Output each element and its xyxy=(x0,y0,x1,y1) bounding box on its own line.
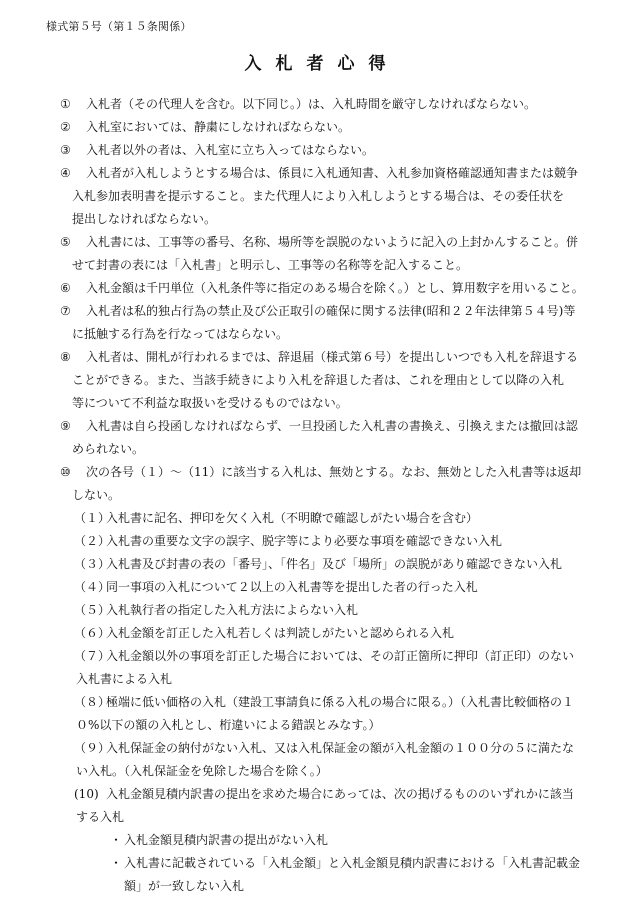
item-number: ⑧ xyxy=(60,350,71,364)
item-text-line: ことができる。また、当該手続きにより入札を辞退した者は、これを理由として以降の入札 xyxy=(72,373,565,387)
sub-item-number: （１） xyxy=(74,511,111,525)
bullet-list xyxy=(60,829,590,898)
sub-item-number: （３） xyxy=(74,557,111,571)
list-item xyxy=(60,346,590,415)
sub-item-text-line: 入札金額を訂正した入札若しくは判読しがたいと認められる入札 xyxy=(106,626,455,640)
item-number: ⑤ xyxy=(60,235,71,249)
item-text-line: に抵触する行為を行なってはならない。 xyxy=(72,327,289,341)
item-text-line: 入札金額は千円単位（入札条件等に指定のある場合を除く。）とし、算用数字を用いること。 xyxy=(86,281,584,295)
item-number: ① xyxy=(60,97,71,111)
item-text-line: 次の各号（１）～（11）に該当する入札は、無効とする。なお、無効とした入札書等は返却 xyxy=(86,465,582,479)
bullet-mark: ・ xyxy=(110,856,123,870)
list-item xyxy=(60,139,590,162)
item-number: ② xyxy=(60,120,71,134)
item-text-line: 入札者以外の者は、入札室に立ち入ってはならない。 xyxy=(86,143,375,157)
item-text-line: 入札者は私的独占行為の禁止及び公正取引の確保に関する法律(昭和２２年法律第５４号)等 xyxy=(86,304,576,318)
item-text-line: 入札者は、開札が行われるまでは、辞退届（様式第６号）を提出しいつでも入札を辞退する xyxy=(86,350,579,364)
item-text-line: 入札室においては、静粛にしなければならない。 xyxy=(86,120,351,134)
bullet-text-line: 額」が一致しない入札 xyxy=(124,879,245,893)
sub-list-item xyxy=(60,737,590,783)
item-text-line: 提出しなければならない。 xyxy=(72,212,217,226)
sub-item-text-line: ０%以下の額の入札とし、桁違いによる錯誤とみなす。） xyxy=(76,718,381,732)
sub-item-text-line: 入札保証金の納付がない入札、又は入札保証金の額が入札金額の１００分の５に満たな xyxy=(106,741,575,755)
sub-item-number: （８） xyxy=(74,695,111,709)
list-item xyxy=(60,461,590,507)
item-text-line: 入札参加表明書を提示すること。また代理人により入札しようとする場合は、その委任状を xyxy=(72,189,565,203)
sub-item-text-line: 極端に低い価格の入札（建設工事請負に係る入札の場合に限る。）（入札書比較価格の１ xyxy=(106,695,575,709)
sub-item-text-line: 入札書の重要な文字の誤字、脱字等により必要な事項を確認できない入札 xyxy=(106,534,503,548)
document-body xyxy=(60,93,590,898)
sub-item-number: （５） xyxy=(74,603,111,617)
item-number: ③ xyxy=(60,143,71,157)
item-number: ⑥ xyxy=(60,281,71,295)
sub-item-text-line: する入札 xyxy=(76,810,125,824)
sub-items-list xyxy=(60,507,590,829)
main-items-list xyxy=(60,93,590,507)
sub-item-text-line: 入札金額見積内訳書の提出を求めた場合にあっては、次の掲げるもののいずれかに該当 xyxy=(106,787,574,801)
bullet-text-line: 入札書に記載されている「入札金額」と入札金額見積内訳書における「入札書記載金 xyxy=(124,856,581,870)
sub-item-text-line: 同一事項の入札について２以上の入札書等を提出した者の行った入札 xyxy=(106,580,478,594)
item-number: ⑦ xyxy=(60,304,71,318)
item-number: ⑨ xyxy=(60,419,71,433)
sub-item-number: （４） xyxy=(74,580,111,594)
sub-item-text-line: い入札。（入札保証金を免除した場合を除く。） xyxy=(76,764,328,778)
list-item xyxy=(60,93,590,116)
item-text-line: 等について不利益な取扱いを受けるものではない。 xyxy=(72,396,348,410)
sub-list-item xyxy=(60,507,590,530)
list-item xyxy=(60,116,590,139)
sub-item-text-line: 入札書及び封書の表の「番号」、「件名」及び「場所」の誤脱があり確認できない入札 xyxy=(106,557,563,571)
item-text-line: しない。 xyxy=(72,488,121,502)
page-title: 入札者心得 xyxy=(244,54,400,74)
sub-list-item xyxy=(60,645,590,691)
sub-list-item xyxy=(60,622,590,645)
bullet-text-line: 入札金額見積内訳書の提出がない入札 xyxy=(124,833,329,847)
sub-list-item xyxy=(60,576,590,599)
sub-list-item xyxy=(60,553,590,576)
sub-list-item xyxy=(60,691,590,737)
bullet-item xyxy=(60,852,590,898)
list-item xyxy=(60,277,590,300)
item-number: ④ xyxy=(60,166,71,180)
list-item xyxy=(60,415,590,461)
list-item xyxy=(60,231,590,277)
bullet-item xyxy=(60,829,590,852)
sub-list-item xyxy=(60,530,590,553)
sub-list-item xyxy=(60,783,590,829)
sub-item-number: (10) xyxy=(74,787,99,801)
sub-item-number: （２） xyxy=(74,534,111,548)
item-text-line: 入札者（その代理人を含む。以下同じ。）は、入札時間を厳守しなければならない。 xyxy=(86,97,537,111)
sub-item-number: （７） xyxy=(74,649,111,663)
item-text-line: せて封書の表には「入札書」と明示し、工事等の名称等を記入すること。 xyxy=(72,258,469,272)
item-text-line: 入札書は自ら投函しなければならず、一旦投函した入札書の書換え、引換えまたは撤回は認 xyxy=(86,419,578,433)
sub-item-text-line: 入札金額以外の事項を訂正した場合においては、その訂正箇所に押印（訂正印）のない xyxy=(106,649,575,663)
item-text-line: 入札者が入札しようとする場合は、係員に入札通知書、入札参加資格確認通知書または競争 xyxy=(86,166,579,180)
sub-item-text-line: 入札執行者の指定した入札方法によらない入札 xyxy=(106,603,359,617)
sub-list-item xyxy=(60,599,590,622)
sub-item-number: （６） xyxy=(74,626,111,640)
sub-item-text-line: 入札書による入札 xyxy=(76,672,173,686)
sub-item-number: （９） xyxy=(74,741,111,755)
item-text-line: 入札書には、工事等の番号、名称、場所等を誤脱のないように記入の上封かんすること。併 xyxy=(86,235,579,249)
list-item xyxy=(60,300,590,346)
list-item xyxy=(60,162,590,231)
bullet-mark: ・ xyxy=(110,833,123,847)
form-number: 様式第５号（第１５条関係） xyxy=(46,20,192,33)
sub-item-text-line: 入札書に記名、押印を欠く入札（不明瞭で確認しがたい場合を含む） xyxy=(106,511,479,525)
item-number: ⑩ xyxy=(60,465,71,479)
item-text-line: められない。 xyxy=(72,442,145,456)
